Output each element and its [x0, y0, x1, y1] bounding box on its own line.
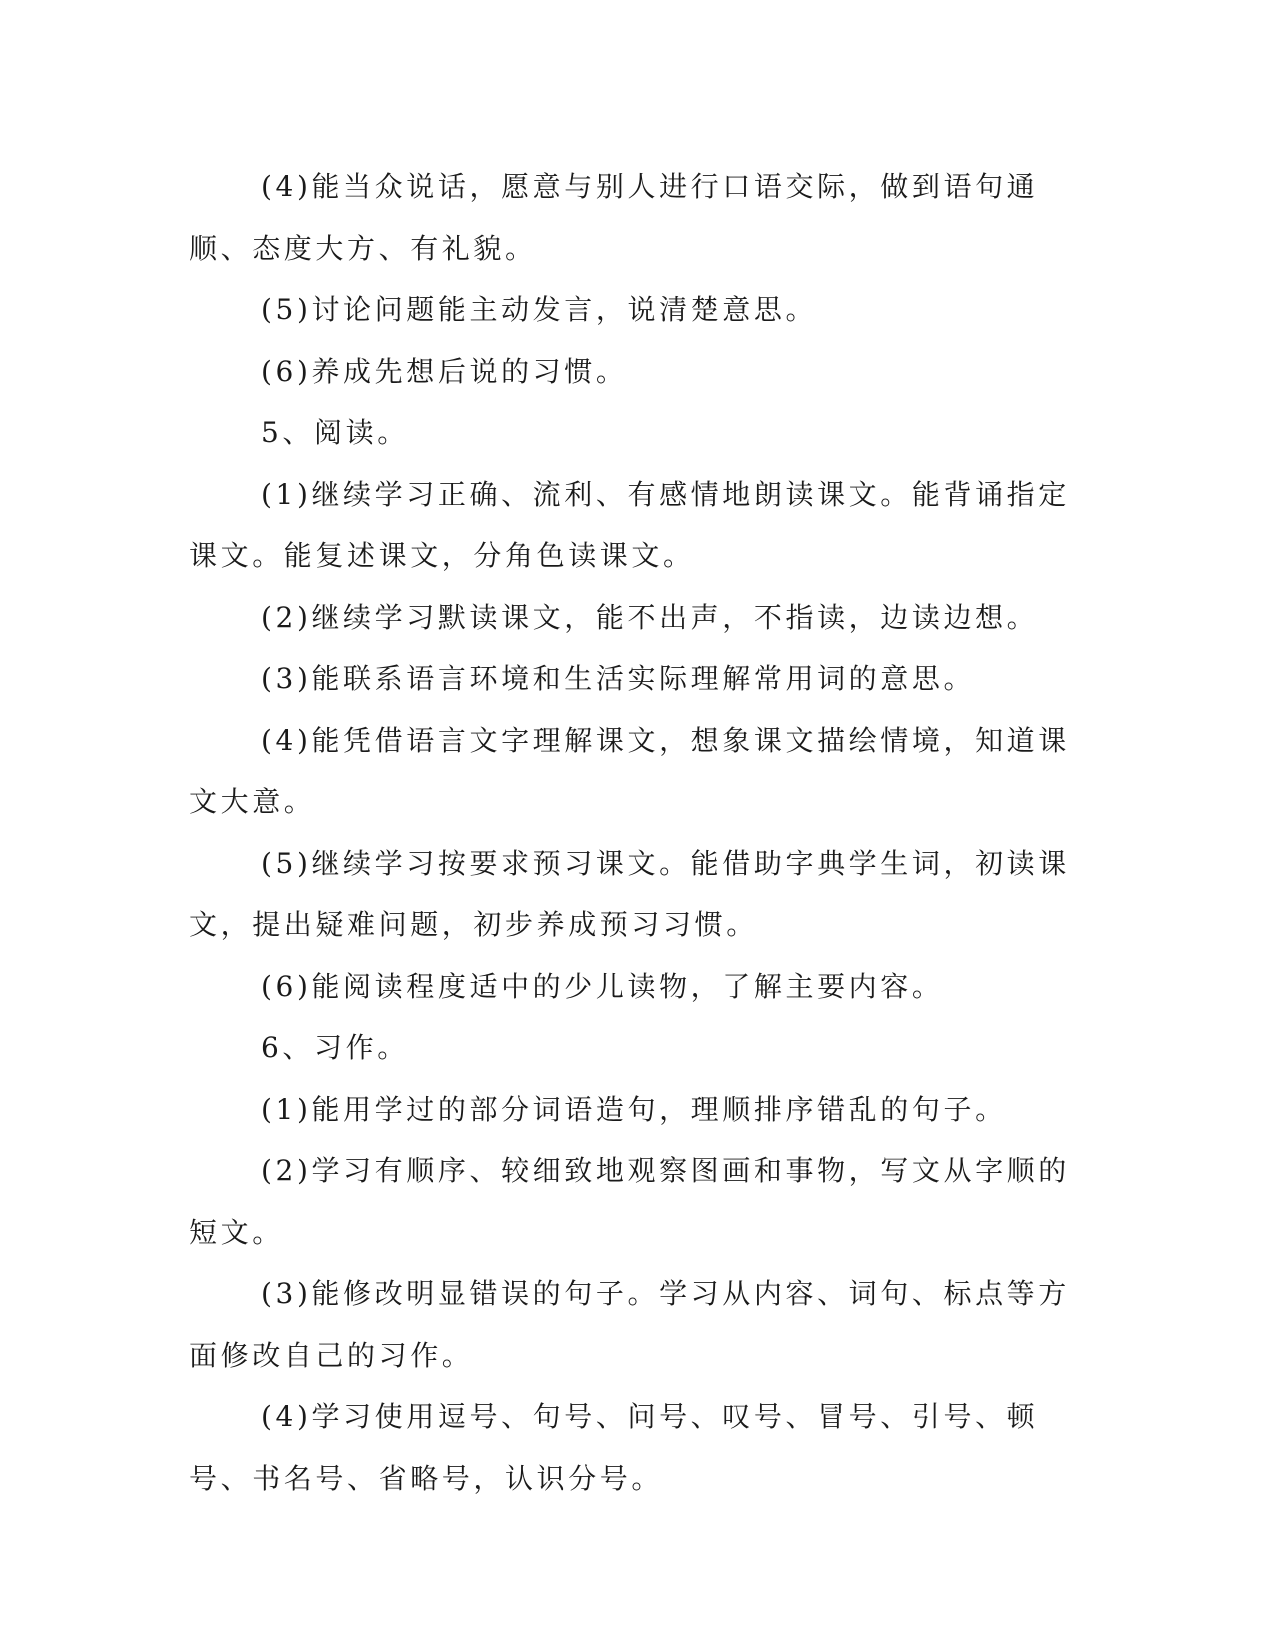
- paragraph-speaking-6: (6)养成先想后说的习惯。: [261, 354, 628, 388]
- paragraph-reading-4: (4)能凭借语言文字理解课文，想象课文描绘情境，知道课文大意。: [189, 723, 1070, 818]
- paragraph-speaking-4: (4)能当众说话，愿意与别人进行口语交际，做到语句通顺、态度大方、有礼貌。: [189, 170, 1039, 265]
- paragraph-writing-4: (4)学习使用逗号、句号、问号、叹号、冒号、引号、顿号、书名号、省略号，认识分号。: [189, 1400, 1039, 1495]
- paragraph-writing-1: (1)能用学过的部分词语造句，理顺排序错乱的句子。: [261, 1092, 1007, 1126]
- paragraph-reading-6: (6)能阅读程度适中的少儿读物，了解主要内容。: [261, 969, 944, 1003]
- section-heading-reading: 5、阅读。: [261, 416, 409, 449]
- paragraph-reading-2: (2)继续学习默读课文，能不出声，不指读，边读边想。: [261, 600, 1039, 634]
- section-heading-writing: 6、习作。: [261, 1031, 409, 1064]
- paragraph-speaking-5: (5)讨论问题能主动发言，说清楚意思。: [261, 293, 818, 326]
- paragraph-writing-3: (3)能修改明显错误的句子。学习从内容、词句、标点等方面修改自己的习作。: [189, 1277, 1070, 1372]
- document-body: [189, 156, 1079, 1509]
- paragraph-reading-1: (1)继续学习正确、流利、有感情地朗读课文。能背诵指定课文。能复述课文，分角色读课文。: [189, 477, 1070, 572]
- paragraph-reading-3: (3)能联系语言环境和生活实际理解常用词的意思。: [261, 662, 976, 695]
- paragraph-reading-5: (5)继续学习按要求预习课文。能借助字典学生词，初读课文，提出疑难问题，初步养成预习习惯。: [189, 846, 1070, 941]
- paragraph-writing-2: (2)学习有顺序、较细致地观察图画和事物，写文从字顺的短文。: [189, 1154, 1070, 1249]
